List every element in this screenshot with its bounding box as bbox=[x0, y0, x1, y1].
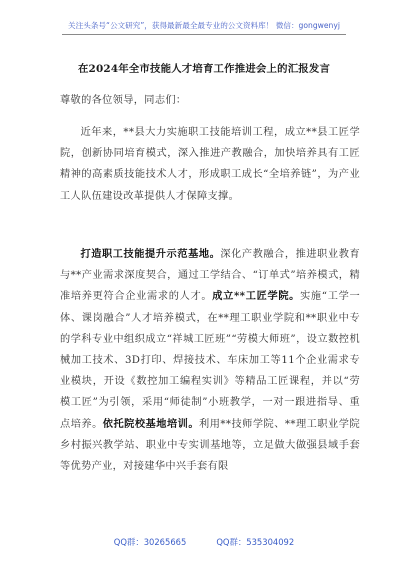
footer bbox=[0, 536, 408, 548]
heading-vocational-base: 打造职工技能提升示范基地。 bbox=[80, 248, 221, 260]
heading-craftsman-college: 成立**工匠学院。 bbox=[212, 290, 301, 303]
paragraph-1: 近年来，**县大力实施职工技能培训工程，成立**县工匠学院，创新协同培育模式，深入推进产教融合，加快培养具有工匠精神的高素质技能技术人才，形成职工成长“全培养链”，为产业工人队伍建设改革提供人才保障支撑。 bbox=[60, 127, 360, 202]
greeting: 尊敬的各位领导，同志们： bbox=[60, 95, 187, 106]
footer-qq-group-2: QQ群：535304092 bbox=[216, 537, 295, 547]
paragraph-2 bbox=[60, 244, 360, 477]
heading-college-training: 依托院校基地培训。 bbox=[102, 417, 200, 430]
top-banner: 关注头条号“公文研究”，获得最新最全最专业的公文资料库！ 微信：gongwenyj bbox=[62, 20, 346, 35]
document-title: 在2024年全市技能人才培育工作推进会上的汇报发言 bbox=[77, 63, 331, 75]
paragraph-2-text-1: 深化产教融合，推进职业教育与**产业需求深度契合，通过工学结合、“订单式”培养模式，精准培养更符合企业需求的人才。 bbox=[60, 249, 360, 303]
paragraph-2-text-3: 利用**技师学院、**理工职业学院乡村振兴教学站、职业中专实训基地等，立足做大做强县域手套等优势产业，对接建华中兴手套有限 bbox=[60, 418, 360, 473]
paragraph-2-text-2: 实施“工学一体、课岗融合”人才培养模式，在**理工职业学院和**职业中专的学科专业中组织成立“祥城工匠班”“劳模大师班”，设立数控机械加工技术、3D打印、焊接技术、车床加工等11个企业需求专业模块，开设《数控加工编程实训》等精品工匠课程，并以“劳模工匠”为引领，采用“师徒制”小班教学，一对一跟进指导、重点培养。 bbox=[60, 291, 360, 430]
footer-qq-group-1: QQ群：30265665 bbox=[113, 537, 187, 547]
